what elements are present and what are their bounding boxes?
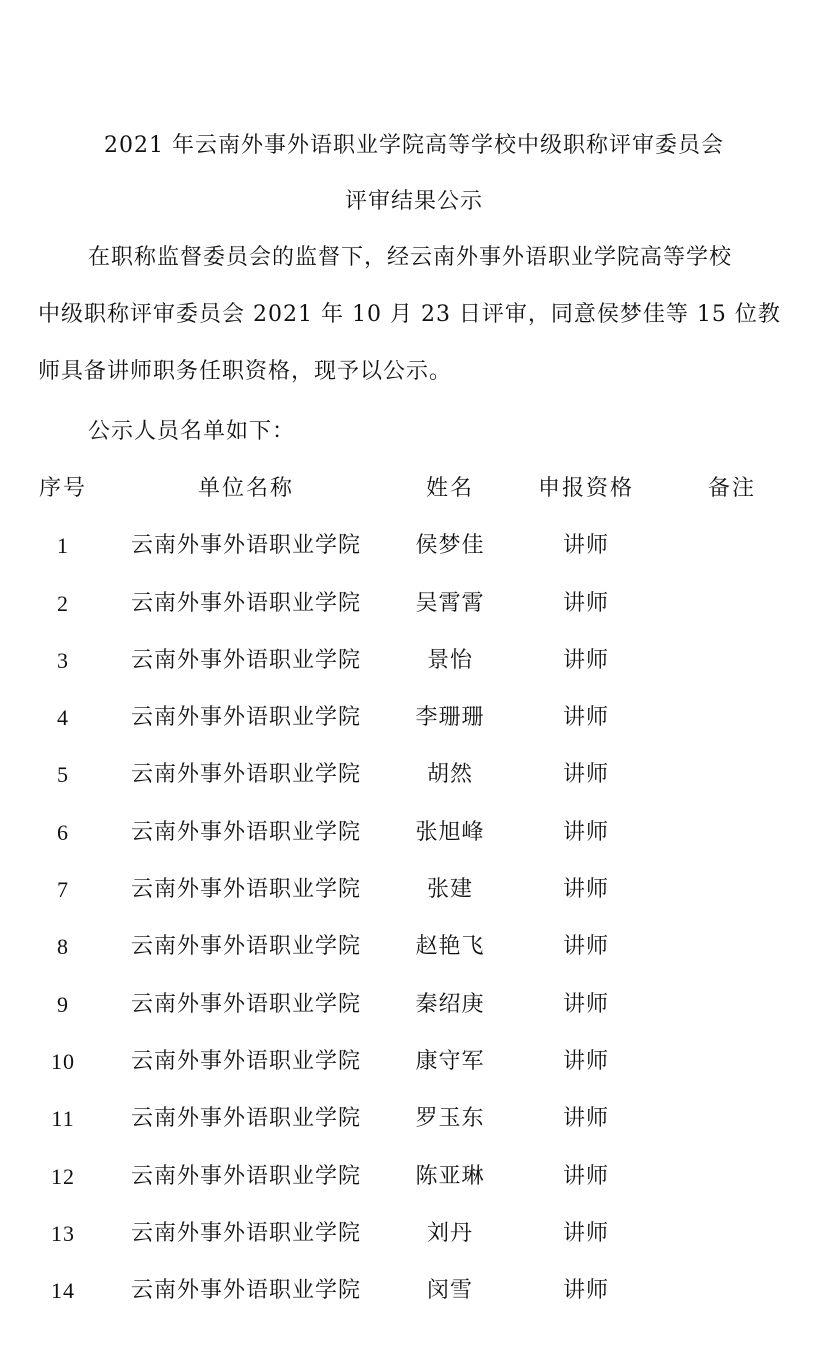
row-seq: 10 [51, 1048, 75, 1074]
row-note [680, 746, 784, 803]
row-note [680, 918, 784, 975]
table-row [0, 632, 828, 689]
body-paragraph-line-3: 师具备讲师职务任职资格，现予以公示。 [38, 359, 453, 384]
row-name: 张建 [426, 877, 473, 903]
row-name: 闵雪 [426, 1278, 473, 1304]
header-seq: 序号 [38, 476, 87, 501]
table-row [0, 517, 828, 574]
row-qualification: 讲师 [562, 533, 609, 559]
row-name: 罗玉东 [415, 1106, 485, 1132]
row-note [680, 517, 784, 574]
row-name: 赵艳飞 [415, 934, 485, 960]
row-qualification: 讲师 [562, 877, 609, 903]
row-seq: 4 [57, 705, 69, 731]
row-unit: 云南外事外语职业学院 [130, 1106, 361, 1132]
body-paragraph-line-1: 在职称监督委员会的监督下，经云南外事外语职业学院高等学校 [88, 245, 733, 270]
table-body [0, 517, 828, 1319]
announcement-table [0, 460, 828, 1319]
row-note [680, 575, 784, 632]
row-qualification: 讲师 [562, 1048, 609, 1074]
table-row [0, 976, 828, 1033]
row-name: 李珊珊 [415, 705, 485, 731]
row-name: 康守军 [415, 1048, 485, 1074]
table-row [0, 1148, 828, 1205]
row-unit: 云南外事外语职业学院 [130, 819, 361, 845]
row-name: 侯梦佳 [415, 533, 485, 559]
header-unit: 单位名称 [197, 476, 294, 501]
table-row [0, 689, 828, 746]
row-seq: 9 [57, 991, 69, 1017]
header-note: 备注 [707, 476, 756, 501]
row-qualification: 讲师 [562, 819, 609, 845]
row-name: 胡然 [426, 762, 473, 788]
table-row [0, 746, 828, 803]
list-intro: 公示人员名单如下： [88, 419, 296, 444]
row-qualification: 讲师 [562, 991, 609, 1017]
row-seq: 1 [57, 533, 69, 559]
row-qualification: 讲师 [562, 590, 609, 616]
row-note [680, 1090, 784, 1147]
row-qualification: 讲师 [562, 1278, 609, 1304]
table-row [0, 1262, 828, 1319]
row-name: 陈亚琳 [415, 1163, 485, 1189]
row-seq: 8 [57, 934, 69, 960]
row-seq: 5 [57, 762, 69, 788]
row-unit: 云南外事外语职业学院 [130, 647, 361, 673]
row-unit: 云南外事外语职业学院 [130, 705, 361, 731]
row-seq: 11 [51, 1106, 75, 1132]
row-seq: 3 [57, 647, 69, 673]
row-name: 吴霄霄 [415, 590, 485, 616]
table-row [0, 1090, 828, 1147]
table-header-row [0, 460, 828, 517]
row-seq: 2 [57, 590, 69, 616]
row-name: 秦绍庚 [415, 991, 485, 1017]
row-seq: 12 [51, 1163, 75, 1189]
row-seq: 6 [57, 819, 69, 845]
row-note [680, 632, 784, 689]
header-qualification: 申报资格 [537, 476, 634, 501]
row-unit: 云南外事外语职业学院 [130, 762, 361, 788]
row-qualification: 讲师 [562, 1163, 609, 1189]
row-name: 刘丹 [426, 1220, 473, 1246]
row-seq: 7 [57, 877, 69, 903]
row-name: 景怡 [426, 647, 473, 673]
row-seq: 14 [51, 1278, 75, 1304]
header-name: 姓名 [425, 476, 474, 501]
table-row [0, 804, 828, 861]
row-name: 张旭峰 [415, 819, 485, 845]
row-unit: 云南外事外语职业学院 [130, 1278, 361, 1304]
row-note [680, 689, 784, 746]
row-qualification: 讲师 [562, 934, 609, 960]
document-subtitle: 评审结果公示 [344, 189, 483, 214]
row-qualification: 讲师 [562, 762, 609, 788]
row-note [680, 1262, 784, 1319]
row-unit: 云南外事外语职业学院 [130, 991, 361, 1017]
row-note [680, 804, 784, 861]
row-unit: 云南外事外语职业学院 [130, 533, 361, 559]
row-note [680, 1148, 784, 1205]
row-unit: 云南外事外语职业学院 [130, 1220, 361, 1246]
row-qualification: 讲师 [562, 705, 609, 731]
row-unit: 云南外事外语职业学院 [130, 934, 361, 960]
row-qualification: 讲师 [562, 1220, 609, 1246]
row-unit: 云南外事外语职业学院 [130, 590, 361, 616]
row-qualification: 讲师 [562, 647, 609, 673]
table-row [0, 1033, 828, 1090]
row-note [680, 1033, 784, 1090]
body-paragraph-line-2: 中级职称评审委员会 2021 年 10 月 23 日评审，同意侯梦佳等 15 位教 [38, 302, 781, 327]
row-unit: 云南外事外语职业学院 [130, 1048, 361, 1074]
table-row [0, 1205, 828, 1262]
row-note [680, 1205, 784, 1262]
row-unit: 云南外事外语职业学院 [130, 1163, 361, 1189]
table-row [0, 575, 828, 632]
table-row [0, 861, 828, 918]
table-row [0, 918, 828, 975]
row-seq: 13 [51, 1220, 75, 1246]
document-title: 2021 年云南外事外语职业学院高等学校中级职称评审委员会 [104, 133, 724, 158]
row-note [680, 976, 784, 1033]
row-unit: 云南外事外语职业学院 [130, 877, 361, 903]
row-qualification: 讲师 [562, 1106, 609, 1132]
row-note [680, 861, 784, 918]
